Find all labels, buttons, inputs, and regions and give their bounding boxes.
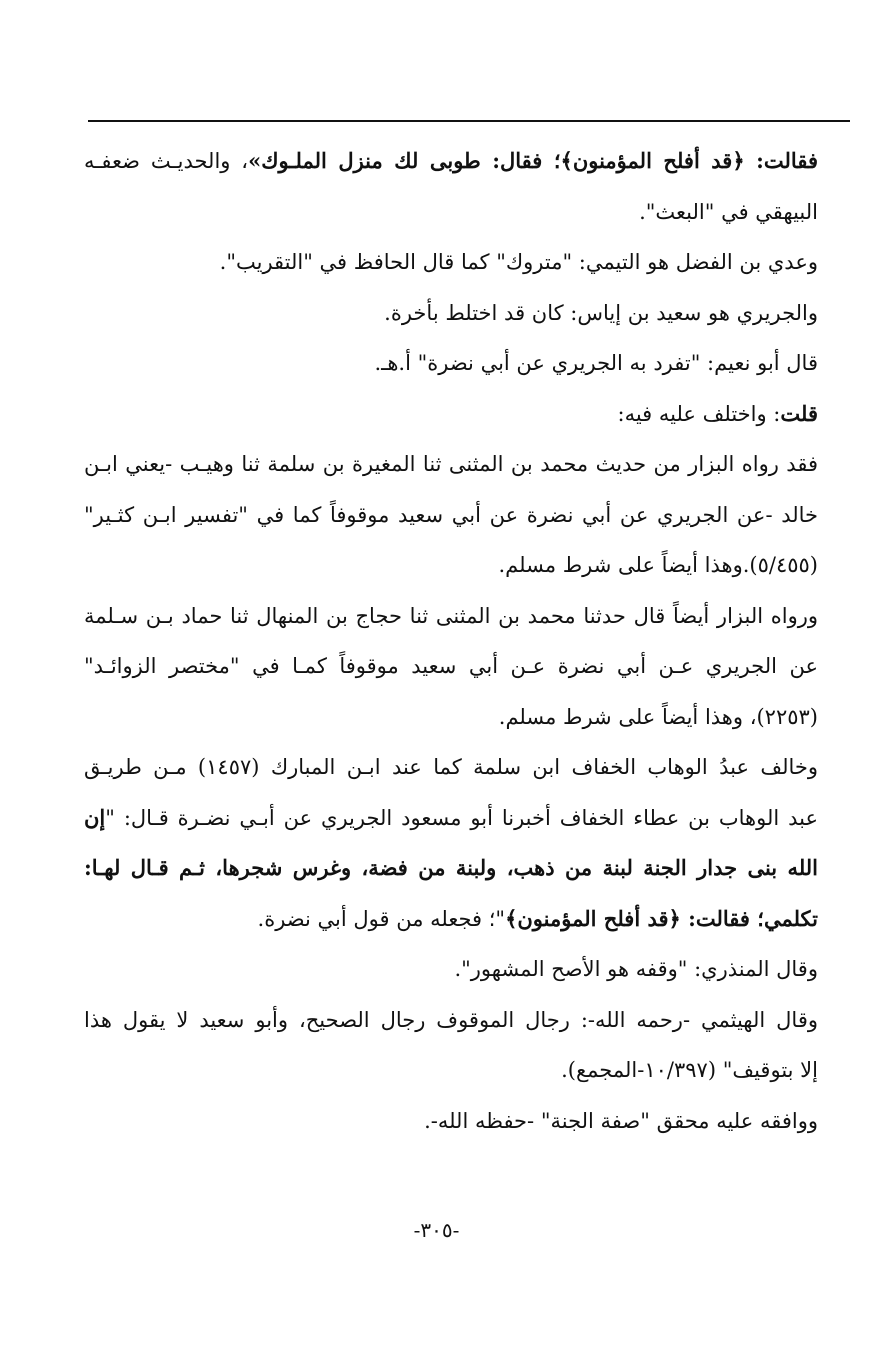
text-line [84,1045,818,1096]
text-span: وخالف عبدُ الوهاب الخفاف ابن سلمة كما عند ابـن المبارك (١٤٥٧) مـن طريـق [84,755,818,779]
text-span: ورواه البزار أيضاً قال حدثنا محمد بن المثنى ثنا حجاج بن المنهال ثنا حماد بـن سـلمة [84,603,818,628]
text-line [84,793,818,844]
header-rule [88,120,850,122]
text-line [84,742,818,793]
bold-span: فقالت: ﴿قد أفلح المؤمنون﴾؛ فقال: طوبى لك منزل الملـوك» [248,148,818,173]
text-line [84,136,818,187]
page-body [84,136,818,1146]
text-line [84,692,818,743]
text-line [84,944,818,995]
text-line [84,843,818,894]
text-span: البيهقي في "البعث". [639,199,818,224]
text-span: عبد الوهاب بن عطاء الخفاف أخبرنا أبو مسعود الجريري عن أبـي نضـرة قـال: " [105,805,818,830]
text-span: عن الجريري عـن أبي نضرة عـن أبي سعيد موقوفاً كمـا في "مختصر الزوائـد" [84,654,818,678]
text-span: وعدي بن الفضل هو التيمي: "متروك" كما قال الحافظ في "التقريب". [219,250,818,274]
text-line [84,995,818,1046]
text-span: : واختلف عليه فيه: [617,401,781,426]
text-span: (٢٢٥٣)، وهذا أيضاً على شرط مسلم. [498,704,818,729]
text-span: والجريري هو سعيد بن إياس: كان قد اختلط بأخرة. [384,300,818,325]
bold-span: تكلمي؛ فقالت: ﴿قد أفلح المؤمنون﴾ [505,905,818,931]
text-span: فقد رواه البزار من حديث محمد بن المثنى ثنا المغيرة بن سلمة ثنا وهيـب -يعني ابـن [84,452,818,476]
text-line [84,894,818,945]
text-line [84,389,818,440]
text-span: (٥/٤٥٥).وهذا أيضاً على شرط مسلم. [498,553,818,577]
text-span: إلا بتوقيف" (١٠/٣٩٧-المجمع). [561,1058,818,1082]
text-span: قال أبو نعيم: "تفرد به الجريري عن أبي نضرة" أ.هـ. [374,351,818,375]
text-span: "؛ فجعله من قول أبي نضرة. [257,906,506,931]
text-span: خالد -عن الجريري عن أبي نضرة عن أبي سعيد موقوفاً كما في "تفسير ابـن كثـير" [84,502,818,527]
text-line [84,338,818,389]
bold-span: الله بنى جدار الجنة لبنة من ذهب، ولبنة من فضة، وغرس شجرها، ثـم قـال لهـا: [84,855,818,880]
text-span: وقال المنذري: "وقفه هو الأصح المشهور". [454,957,818,981]
text-line [84,540,818,591]
text-span: وقال الهيثمي -رحمه الله-: رجال الموقوف رجال الصحيح، وأبو سعيد لا يقول هذا [84,1007,818,1032]
text-span: ووافقه عليه محقق "صفة الجنة" -حفظه الله-. [424,1108,818,1133]
text-line [84,591,818,642]
text-line [84,237,818,288]
bold-span: إن [84,804,106,830]
text-span: ، والحديـث ضعفـه [84,149,249,173]
text-line [84,1096,818,1147]
page-number: -٣٠٥- [413,1218,460,1242]
text-line [84,187,818,238]
text-line [84,439,818,490]
text-line [84,490,818,541]
text-line [84,288,818,339]
text-line [84,641,818,692]
bold-span: قلت [780,400,818,426]
